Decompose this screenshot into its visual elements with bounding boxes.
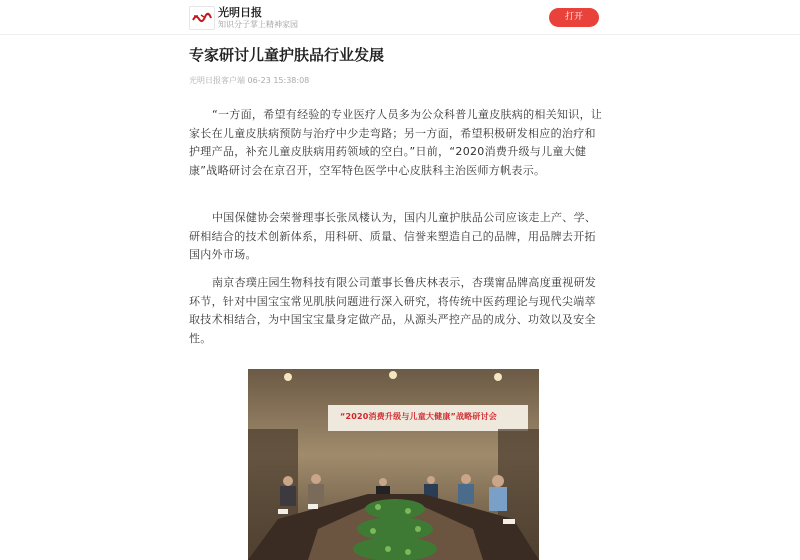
article-paragraph: 南京杏璞庄园生物科技有限公司董事长鲁庆林表示，杏璞甯品牌高度重视研发环节，针对中国宝宝常见肌肤问题进行深入研究，将传统中医药理论与现代尖端萃取技术相结合，为中国宝宝量身定做产品，从源头严控产品的成分、功效以及安全性。 <box>189 276 597 345</box>
article-photo <box>248 369 539 560</box>
brand-name: 光明日报 <box>218 6 262 19</box>
open-app-button[interactable]: 打开 <box>549 8 599 27</box>
top-bar <box>0 0 800 35</box>
article-meta: 光明日报客户端 06-23 15:38:08 <box>189 76 310 85</box>
photo-banner-text: “2020消费升级与儿童大健康”战略研讨会 <box>340 412 497 421</box>
article-title: 专家研讨儿童护肤品行业发展 <box>189 46 385 64</box>
article-paragraph: 中国保健协会荣誉理事长张凤楼认为，国内儿童护肤品公司应该走上产、学、研相结合的技术创新体系，用科研、质量、信誉来塑造自己的品牌，用品牌去开拓国内外市场。 <box>189 211 597 261</box>
article-paragraph: “一方面，希望有经验的专业医疗人员多为公众科普儿童皮肤病的相关知识，让家长在儿童皮肤病预防与治疗中少走弯路；另一方面，希望积极研发相应的治疗和护理产品，补充儿童皮肤病用药领域的空白。”日前，“2020消费升级与儿童大健康”战略研讨会在京召开，空军特色医学中心皮肤科主治医师方帆表示。 <box>189 108 603 177</box>
brand-slogan: 知识分子掌上精神家园 <box>218 20 298 29</box>
brand-logo-icon <box>189 6 215 30</box>
